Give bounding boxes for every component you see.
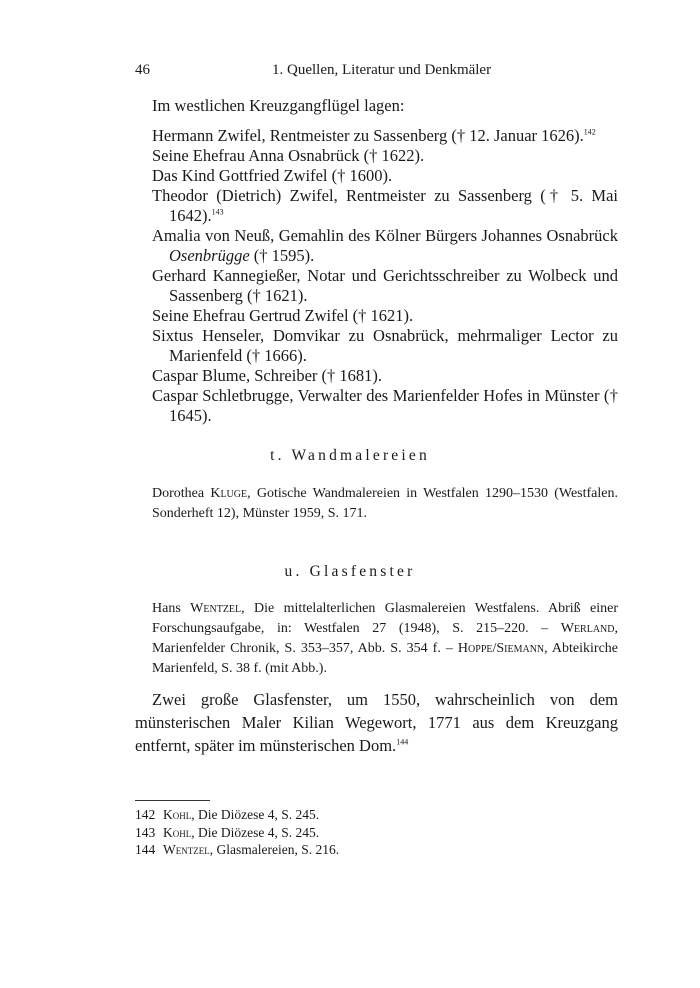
burial-text: Gerhard Kannegießer, Notar und Gerichtsschreiber zu Wolbeck und Sassenberg († 1621). [152,266,618,305]
footnotes [135,806,339,859]
burial-entry [152,386,618,426]
burial-text: Amalia von Neuß, Gemahlin des Kölner Bürgers Johannes Osnabrück [152,226,618,245]
author-last: Wentzel [190,601,242,616]
footnote-rule [135,800,210,801]
biblio-text: , Die mittelalterlichen Glasmalereien Westfalens. Abriß einer Forschungsaufgabe, in: Westfalen 27 (1948), S. 215–220. – [152,601,618,636]
burial-entry [152,326,618,366]
section-heading-u: u. Glasfenster [284,563,416,580]
burial-entry-amalia [152,226,618,266]
footnote-ref: 142 [583,127,596,137]
footnote-author: Kohl [163,824,192,840]
burial-text: Hermann Zwifel, Rentmeister zu Sassenberg († 12. Januar 1626). [152,126,584,145]
author-first: Hans [152,601,181,616]
footnote-ref: 143 [211,207,224,217]
bibliography-t [152,484,618,524]
footnote-text: , Glasmalereien, S. 216. [209,842,340,857]
burial-text: Das Kind Gottfried Zwifel († 1600). [152,166,393,185]
biblio-text: , Marienfelder Chronik, S. 353–357, Abb. S. 354 f. – [152,621,618,656]
footnote-author: Wentzel [163,842,210,857]
biblio-text: , Gotische Wandmalereien in Westfalen 1290–1530 (Westfalen. Sonderheft 12), Münster 1959, S. 171. [152,486,619,521]
page-number: 46 [135,62,150,78]
footnote-number: 142 [135,807,156,822]
bibliography-u [152,599,618,679]
burial-text: Caspar Schletbrugge, Verwalter des Marienfelder Hofes in Münster († 1645). [152,386,618,425]
footnote-text: , Die Diözese 4, S. 245. [191,807,320,822]
burial-text: Seine Ehefrau Gertrud Zwifel († 1621). [152,306,414,325]
burial-list [152,126,618,426]
footnote-number: 144 [135,842,156,857]
burial-text-italic: Osenbrügge [169,246,250,265]
footnote-text: , Die Diözese 4, S. 245. [191,824,320,840]
body-paragraph [135,688,618,757]
running-head: 1. Quellen, Literatur und Denkmäler [272,62,492,78]
burial-text: Caspar Blume, Schreiber († 1681). [152,366,383,385]
footnote [135,824,339,842]
author-first: Dorothea [152,486,205,501]
author-name: Hoppe/Siemann [457,641,545,656]
intro-line: Im westlichen Kreuzgangflügel lagen: [152,96,405,115]
burial-text: Theodor (Dietrich) Zwifel, Rentmeister zu Sassenberg († 5. Mai 1642). [152,186,618,225]
author-name: Werland [560,621,615,636]
body-text: Zwei große Glasfenster, um 1550, wahrscheinlich von dem münsterischen Maler Kilian Wegewort, 1771 aus dem Kreuzgang entfernt, später im münsterischen Dom. [135,690,618,755]
footnote-number: 143 [135,824,156,840]
burial-entry [152,306,618,326]
burial-entry [152,146,618,166]
burial-entry [152,166,618,186]
footnote-ref: 144 [396,737,409,747]
footnote [135,806,339,824]
biblio-text: , Abteikirche Marienfeld, S. 38 f. (mit Abb.). [152,641,619,676]
burial-entry [152,366,618,386]
burial-entry [152,266,618,306]
burial-text: Sixtus Henseler, Domvikar zu Osnabrück, mehrmaliger Lector zu Marienfeld († 1666). [152,326,618,365]
section-heading-t: t. Wandmalereien [270,447,430,464]
burial-text: Seine Ehefrau Anna Osnabrück († 1622). [152,146,425,165]
footnote-author: Kohl [163,807,192,822]
burial-text: († 1595). [249,246,315,265]
author-last: Kluge [210,486,248,501]
burial-entry [152,126,618,146]
burial-entry [152,186,618,226]
footnote [135,841,339,859]
